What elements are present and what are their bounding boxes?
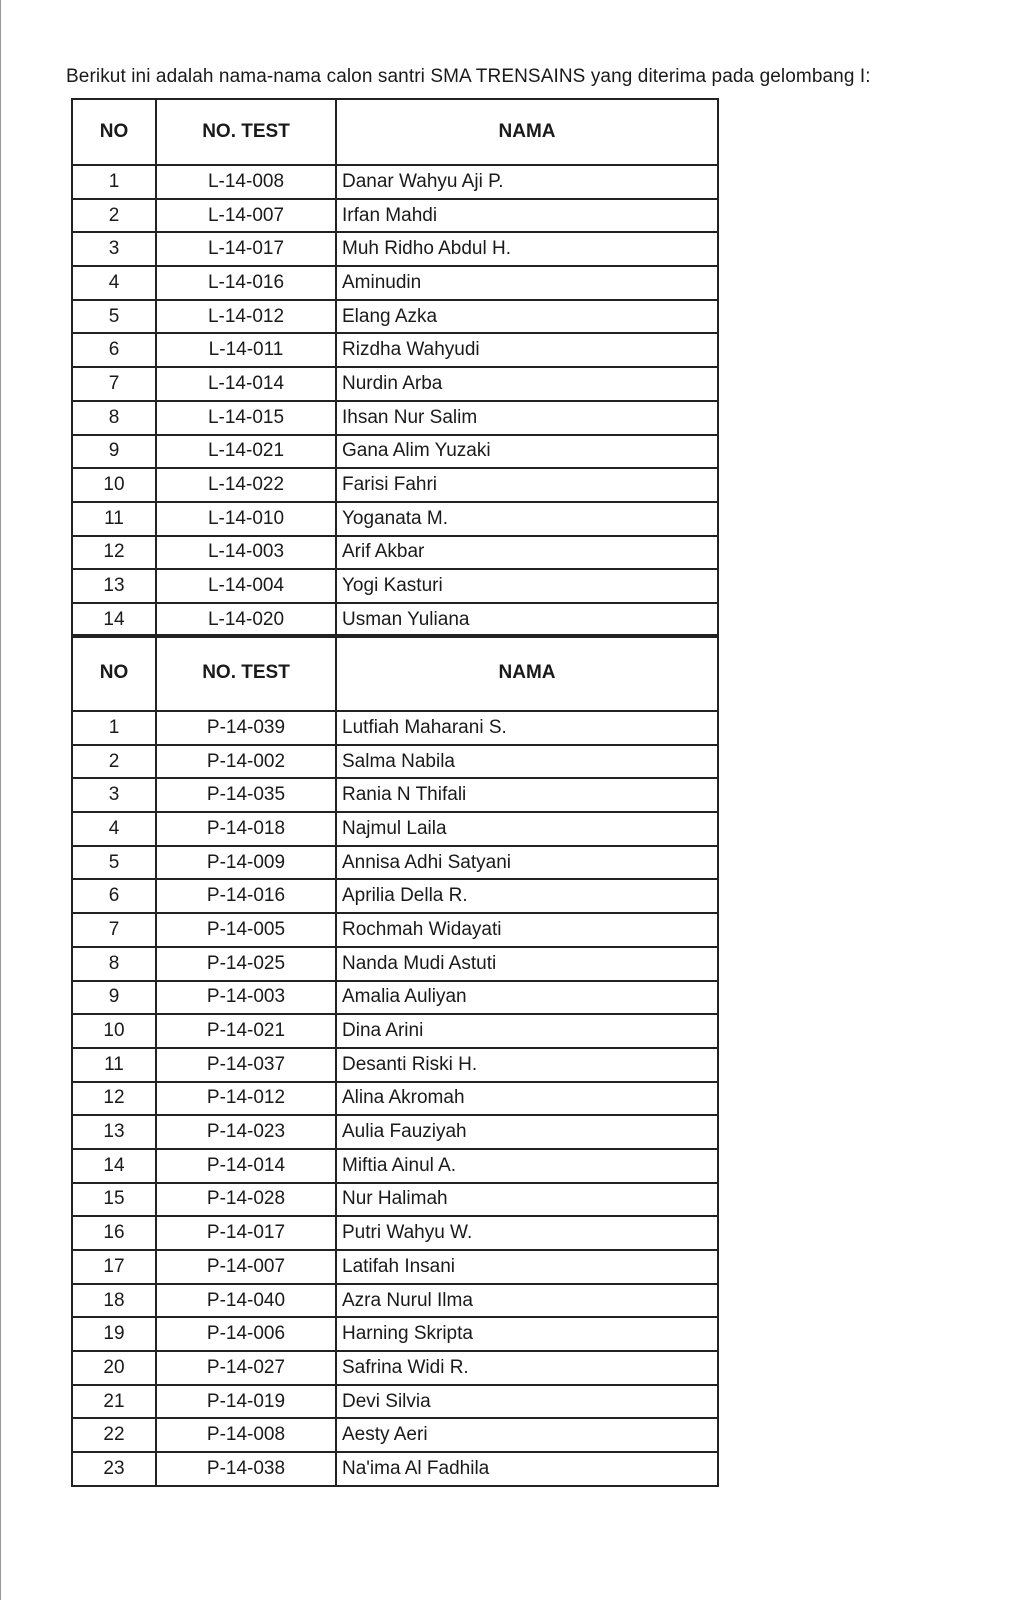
row-number: 5: [72, 846, 156, 880]
row-number: 6: [72, 333, 156, 367]
test-number-cell: P-14-003: [156, 981, 336, 1015]
name-cell: Muh Ridho Abdul H.: [336, 232, 718, 266]
header-no: NO: [72, 99, 156, 165]
test-number-cell: P-14-037: [156, 1048, 336, 1082]
table-row: [72, 711, 718, 745]
name-cell: Aesty Aeri: [336, 1418, 718, 1452]
test-number-cell: P-14-028: [156, 1183, 336, 1217]
test-number-cell: P-14-023: [156, 1115, 336, 1149]
header-no: NO: [72, 635, 156, 711]
test-number-cell: L-14-021: [156, 435, 336, 469]
test-number-cell: L-14-012: [156, 300, 336, 334]
row-number: 7: [72, 913, 156, 947]
name-cell: Salma Nabila: [336, 745, 718, 779]
table-row: [72, 947, 718, 981]
header-name: NAMA: [336, 635, 718, 711]
name-cell: Najmul Laila: [336, 812, 718, 846]
table-male-body: [72, 165, 718, 637]
header-test-number: NO. TEST: [156, 99, 336, 165]
name-cell: Farisi Fahri: [336, 468, 718, 502]
test-number-cell: P-14-007: [156, 1250, 336, 1284]
table-row: [72, 913, 718, 947]
name-cell: Rania N Thifali: [336, 778, 718, 812]
name-cell: Ihsan Nur Salim: [336, 401, 718, 435]
test-number-cell: L-14-016: [156, 266, 336, 300]
table-male-candidates: [71, 98, 719, 638]
row-number: 8: [72, 947, 156, 981]
row-number: 18: [72, 1284, 156, 1318]
table-row: [72, 1250, 718, 1284]
table-row: [72, 1082, 718, 1116]
row-number: 8: [72, 401, 156, 435]
intro-text: Berikut ini adalah nama-nama calon santri SMA TRENSAINS yang diterima pada gelombang I:: [66, 66, 871, 87]
name-cell: Na'ima Al Fadhila: [336, 1452, 718, 1486]
row-number: 14: [72, 1149, 156, 1183]
row-number: 12: [72, 536, 156, 570]
test-number-cell: P-14-017: [156, 1216, 336, 1250]
table-row: [72, 401, 718, 435]
test-number-cell: L-14-003: [156, 536, 336, 570]
test-number-cell: P-14-002: [156, 745, 336, 779]
table-row: [72, 1014, 718, 1048]
name-cell: Gana Alim Yuzaki: [336, 435, 718, 469]
table-row: [72, 165, 718, 199]
name-cell: Arif Akbar: [336, 536, 718, 570]
table-row: [72, 199, 718, 233]
table-row: [72, 1452, 718, 1486]
table-row: [72, 367, 718, 401]
test-number-cell: L-14-011: [156, 333, 336, 367]
row-number: 1: [72, 711, 156, 745]
test-number-cell: P-14-005: [156, 913, 336, 947]
test-number-cell: P-14-035: [156, 778, 336, 812]
test-number-cell: L-14-022: [156, 468, 336, 502]
test-number-cell: L-14-014: [156, 367, 336, 401]
table-row: [72, 1385, 718, 1419]
table-row: [72, 879, 718, 913]
name-cell: Safrina Widi R.: [336, 1351, 718, 1385]
table-row: [72, 1216, 718, 1250]
test-number-cell: P-14-009: [156, 846, 336, 880]
table-row: [72, 502, 718, 536]
row-number: 21: [72, 1385, 156, 1419]
name-cell: Aulia Fauziyah: [336, 1115, 718, 1149]
table-female-candidates: [71, 634, 719, 1487]
row-number: 10: [72, 468, 156, 502]
row-number: 20: [72, 1351, 156, 1385]
test-number-cell: P-14-014: [156, 1149, 336, 1183]
test-number-cell: L-14-020: [156, 603, 336, 637]
name-cell: Desanti Riski H.: [336, 1048, 718, 1082]
name-cell: Annisa Adhi Satyani: [336, 846, 718, 880]
table-row: [72, 1418, 718, 1452]
test-number-cell: P-14-021: [156, 1014, 336, 1048]
name-cell: Harning Skripta: [336, 1317, 718, 1351]
table-female-body: [72, 711, 718, 1486]
row-number: 11: [72, 502, 156, 536]
test-number-cell: L-14-004: [156, 569, 336, 603]
test-number-cell: P-14-018: [156, 812, 336, 846]
table-row: [72, 1149, 718, 1183]
test-number-cell: P-14-006: [156, 1317, 336, 1351]
row-number: 9: [72, 981, 156, 1015]
name-cell: Nur Halimah: [336, 1183, 718, 1217]
table-row: [72, 333, 718, 367]
table-row: [72, 1351, 718, 1385]
name-cell: Nanda Mudi Astuti: [336, 947, 718, 981]
table-row: [72, 778, 718, 812]
test-number-cell: L-14-017: [156, 232, 336, 266]
row-number: 19: [72, 1317, 156, 1351]
test-number-cell: P-14-039: [156, 711, 336, 745]
test-number-cell: P-14-012: [156, 1082, 336, 1116]
name-cell: Devi Silvia: [336, 1385, 718, 1419]
table-row: [72, 536, 718, 570]
table-row: [72, 1317, 718, 1351]
row-number: 16: [72, 1216, 156, 1250]
test-number-cell: P-14-008: [156, 1418, 336, 1452]
table-row: [72, 569, 718, 603]
name-cell: Alina Akromah: [336, 1082, 718, 1116]
row-number: 17: [72, 1250, 156, 1284]
table-header-row: [72, 635, 718, 711]
row-number: 1: [72, 165, 156, 199]
test-number-cell: L-14-007: [156, 199, 336, 233]
name-cell: Usman Yuliana: [336, 603, 718, 637]
name-cell: Lutfiah Maharani S.: [336, 711, 718, 745]
name-cell: Aprilia Della R.: [336, 879, 718, 913]
name-cell: Yoganata M.: [336, 502, 718, 536]
name-cell: Dina Arini: [336, 1014, 718, 1048]
table-row: [72, 846, 718, 880]
table-row: [72, 1183, 718, 1217]
row-number: 10: [72, 1014, 156, 1048]
name-cell: Latifah Insani: [336, 1250, 718, 1284]
name-cell: Nurdin Arba: [336, 367, 718, 401]
test-number-cell: P-14-027: [156, 1351, 336, 1385]
table-row: [72, 1048, 718, 1082]
table-row: [72, 1115, 718, 1149]
name-cell: Elang Azka: [336, 300, 718, 334]
table-row: [72, 603, 718, 637]
test-number-cell: L-14-010: [156, 502, 336, 536]
header-name: NAMA: [336, 99, 718, 165]
table-row: [72, 745, 718, 779]
table-header-row: [72, 99, 718, 165]
row-number: 12: [72, 1082, 156, 1116]
row-number: 6: [72, 879, 156, 913]
name-cell: Amalia Auliyan: [336, 981, 718, 1015]
row-number: 4: [72, 266, 156, 300]
table-row: [72, 812, 718, 846]
name-cell: Putri Wahyu W.: [336, 1216, 718, 1250]
name-cell: Rochmah Widayati: [336, 913, 718, 947]
row-number: 4: [72, 812, 156, 846]
row-number: 3: [72, 778, 156, 812]
test-number-cell: P-14-025: [156, 947, 336, 981]
row-number: 14: [72, 603, 156, 637]
test-number-cell: P-14-016: [156, 879, 336, 913]
row-number: 22: [72, 1418, 156, 1452]
table-row: [72, 1284, 718, 1318]
row-number: 7: [72, 367, 156, 401]
table-row: [72, 468, 718, 502]
table-row: [72, 300, 718, 334]
table-row: [72, 266, 718, 300]
row-number: 9: [72, 435, 156, 469]
row-number: 23: [72, 1452, 156, 1486]
test-number-cell: L-14-015: [156, 401, 336, 435]
row-number: 13: [72, 569, 156, 603]
row-number: 2: [72, 199, 156, 233]
test-number-cell: P-14-040: [156, 1284, 336, 1318]
name-cell: Azra Nurul Ilma: [336, 1284, 718, 1318]
row-number: 2: [72, 745, 156, 779]
row-number: 11: [72, 1048, 156, 1082]
name-cell: Yogi Kasturi: [336, 569, 718, 603]
row-number: 15: [72, 1183, 156, 1217]
header-test-number: NO. TEST: [156, 635, 336, 711]
page-edge-line: [0, 0, 1, 1600]
name-cell: Miftia Ainul A.: [336, 1149, 718, 1183]
test-number-cell: L-14-008: [156, 165, 336, 199]
row-number: 5: [72, 300, 156, 334]
name-cell: Danar Wahyu Aji P.: [336, 165, 718, 199]
test-number-cell: P-14-019: [156, 1385, 336, 1419]
name-cell: Rizdha Wahyudi: [336, 333, 718, 367]
name-cell: Irfan Mahdi: [336, 199, 718, 233]
table-row: [72, 435, 718, 469]
table-row: [72, 232, 718, 266]
test-number-cell: P-14-038: [156, 1452, 336, 1486]
name-cell: Aminudin: [336, 266, 718, 300]
row-number: 3: [72, 232, 156, 266]
row-number: 13: [72, 1115, 156, 1149]
table-row: [72, 981, 718, 1015]
